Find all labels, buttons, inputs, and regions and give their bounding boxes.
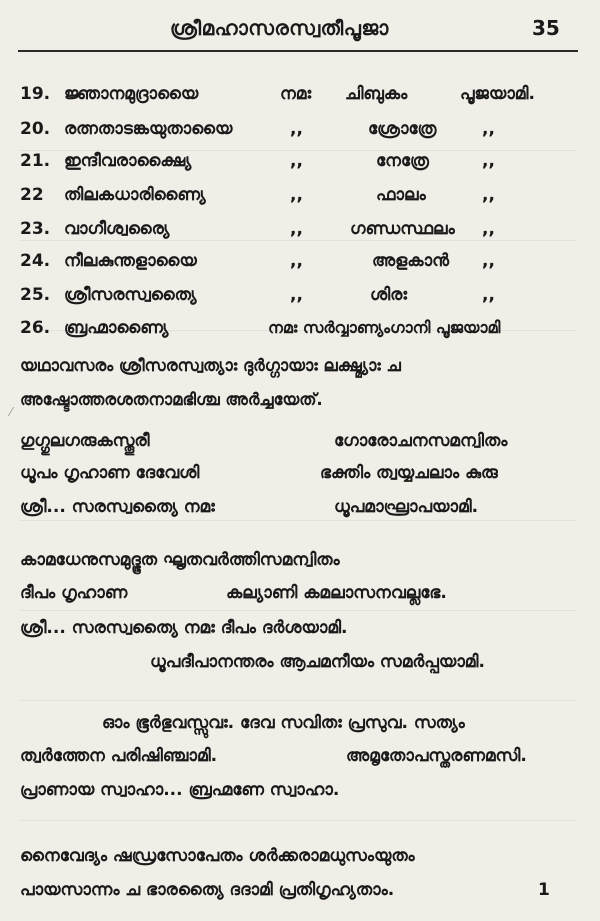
nama-word: ,,	[290, 185, 303, 205]
verse-right: ഗോരോചനസമന്വിതം	[334, 431, 508, 451]
body-part: ശിരഃ	[370, 285, 407, 305]
verse-right: ഭക്തിം ത്വയ്യചലാം കുരു	[320, 463, 498, 483]
deity-name: വാഗീശ്വര്യൈ	[64, 219, 170, 239]
verse-line	[0, 875, 600, 905]
verse-right: കല്യാണി കമലാസനവല്ലഭേ.	[226, 583, 447, 603]
verse-line	[0, 578, 600, 608]
table-row	[0, 313, 600, 343]
table-row	[0, 280, 600, 310]
verse-left: ത്വർത്തേന പരിഷിഞ്ചാമി.	[20, 746, 218, 766]
body-part: അളകാൻ	[372, 251, 449, 271]
text-line: അഷ്ടോത്തരശതനാമഭിശ്ച അർച്ചയേത്.	[20, 390, 323, 409]
row-number: 25.	[20, 285, 51, 305]
verse-line: ശ്രീ... സരസ്വത്യൈ നമഃ ദീപം ദർശയാമി.	[20, 618, 348, 638]
verse-line	[0, 741, 600, 771]
text-line: യഥാവസരം ശ്രീസരസ്വത്യാഃ ദുർഗ്ഗായാഃ ലക്ഷ്മ്യാഃ ച	[20, 356, 401, 375]
nama-word: ,,	[290, 151, 303, 171]
deity-name: നീലകുന്തളായൈ	[64, 251, 197, 271]
row-number: 21.	[20, 151, 51, 171]
verse-line: ധൂപദീപാനന്തരം ആചമനീയം സമർപ്പയാമി.	[150, 652, 485, 672]
row-number: 24.	[20, 251, 51, 271]
puja-verb: ,,	[482, 219, 495, 239]
puja-verb: ,,	[482, 151, 495, 171]
deity-name: രത്നതാടങ്കയുതായൈ	[64, 119, 233, 139]
body-part: ഗണ്ഡസ്ഥലം	[350, 219, 455, 239]
nama-word: ,,	[290, 219, 303, 239]
verse-text: പായസാന്നം ച ഭാരത്യൈ ദദാമി പ്രതിഗൃഹ്യതാം.	[20, 880, 395, 900]
table-row	[0, 214, 600, 244]
table-row	[0, 146, 600, 176]
table-row	[0, 246, 600, 276]
verse-left: ഗുഗ്ഗുലഗരുകസ്തൂരീ	[20, 431, 150, 451]
page-number: 35	[532, 16, 560, 40]
puja-verb: ,,	[482, 251, 495, 271]
puja-verb: പൂജയാമി.	[460, 84, 535, 104]
verse-left: ദീപം ഗൃഹാണ	[20, 583, 128, 603]
verse-line: നൈവേദ്യം ഷഡ്രസോപേതം ശർക്കരാമധുസംയുതം	[20, 846, 415, 866]
verse-right: ധൂപമാഘ്രാപയാമി.	[334, 497, 479, 517]
row-number: 20.	[20, 119, 51, 139]
deity-name: ഇന്ദീവരാക്ഷ്യൈ	[64, 151, 192, 171]
nama-word: ,,	[290, 251, 303, 271]
body-part: ചിബുകം	[345, 84, 408, 104]
verse-line	[0, 458, 600, 488]
row-number: 22	[20, 185, 44, 205]
puja-verb: ,,	[482, 119, 495, 139]
verse-line: ഓം ഭൂർഭുവസ്സുവഃ. ദേവ സവിതഃ പ്രസുവ. സത്യം	[102, 713, 465, 733]
table-row	[0, 180, 600, 210]
page-title: ശ്രീമഹാസരസ്വതീപൂജാ	[170, 16, 389, 40]
verse-line: കാമധേനുസമുദ്ഭൂത ഘൃതവർത്തിസമന്വിതം	[20, 550, 340, 570]
verse-number: 1	[538, 880, 550, 900]
deity-name: ബ്രഹ്മാണ്യൈ	[64, 318, 169, 338]
page-header	[0, 16, 600, 50]
margin-mark: ⁄	[10, 405, 13, 419]
deity-name: ജ്ഞാനമുദ്രായൈ	[64, 84, 199, 104]
verse-line	[0, 426, 600, 456]
row26-text: നമഃ സർവ്വാണ്യംഗാനി പൂജയാമി	[268, 318, 501, 337]
nama-word: നമഃ	[280, 84, 312, 104]
puja-verb: ,,	[482, 185, 495, 205]
puja-verb: ,,	[482, 285, 495, 305]
verse-line	[0, 492, 600, 522]
row-number: 26.	[20, 318, 51, 338]
table-row	[0, 114, 600, 144]
header-rule	[18, 50, 578, 52]
deity-name: ശ്രീസരസ്വത്യൈ	[64, 285, 197, 305]
row-number: 23.	[20, 219, 51, 239]
row-number: 19.	[20, 84, 51, 104]
verse-line: പ്രാണായ സ്വാഹാ... ബ്രഹ്മണേ സ്വാഹാ.	[20, 780, 340, 800]
deity-name: തിലകധാരിണ്യൈ	[64, 185, 206, 205]
body-part: ശ്രോത്രേ	[368, 119, 437, 139]
nama-word: ,,	[290, 119, 303, 139]
verse-left: ധൂപം ഗൃഹാണ ദേവേശി	[20, 463, 200, 483]
body-part: നേത്രേ	[376, 151, 429, 171]
nama-word: ,,	[290, 285, 303, 305]
verse-right: അമൃതോപസ്തരണമസി.	[346, 746, 527, 766]
table-row	[0, 79, 600, 109]
body-part: ഫാലം	[376, 185, 426, 205]
verse-left: ശ്രീ... സരസ്വത്യൈ നമഃ	[20, 497, 215, 517]
